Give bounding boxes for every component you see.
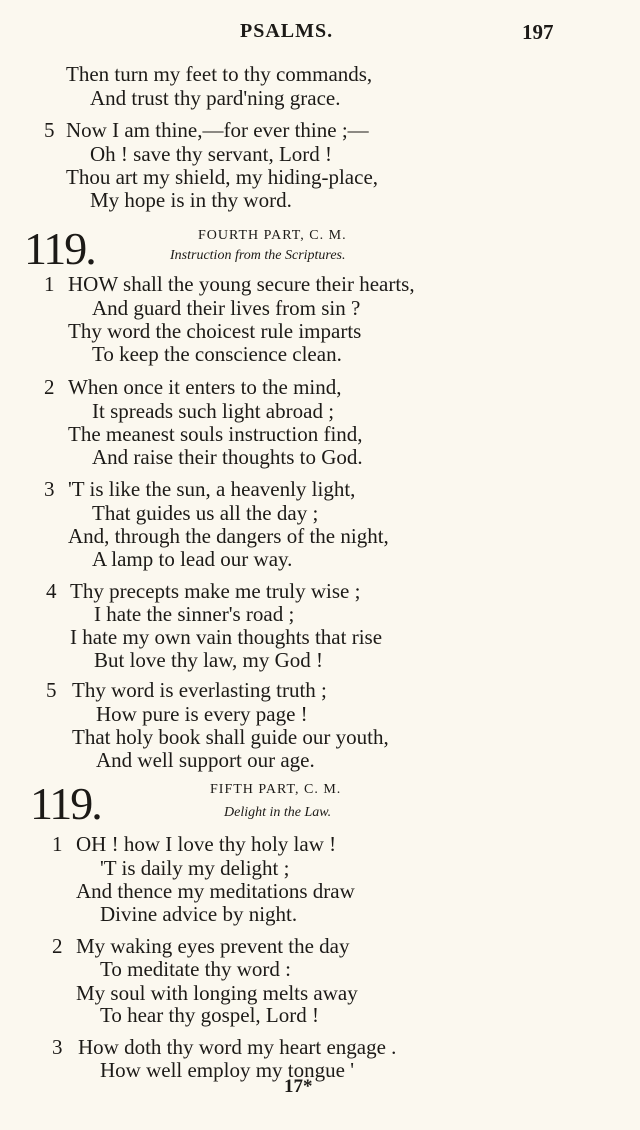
verse-line: How pure is every page ! bbox=[96, 702, 308, 726]
verse-line: And trust thy pard'ning grace. bbox=[90, 86, 341, 110]
verse-line: 'T is like the sun, a heavenly light, bbox=[68, 477, 356, 501]
verse-line: And, through the dangers of the night, bbox=[68, 524, 389, 548]
verse-line: And well support our age. bbox=[96, 748, 315, 772]
verse-line: I hate my own vain thoughts that rise bbox=[70, 625, 383, 649]
verse-line: And guard their lives from sin ? bbox=[92, 296, 361, 320]
stanza-number: 5 bbox=[46, 678, 57, 702]
verse-line: Thy word is everlasting truth ; bbox=[72, 678, 327, 702]
verse-line: I hate the sinner's road ; bbox=[94, 602, 295, 626]
verse-line: To meditate thy word : bbox=[100, 957, 291, 981]
part-title: FOURTH PART, C. M. bbox=[198, 228, 347, 243]
verse-line: Thou art my shield, my hiding-place, bbox=[66, 165, 379, 189]
verse-line: Then turn my feet to thy commands, bbox=[66, 62, 373, 86]
verse-line: Divine advice by night. bbox=[100, 902, 298, 926]
stanza-number: 4 bbox=[46, 579, 57, 603]
stanza-number: 3 bbox=[44, 477, 55, 501]
stanza-number: 1 bbox=[44, 272, 55, 296]
verse-line: Now I am thine,—for ever thine ;— bbox=[66, 118, 369, 142]
hymn-number: 119. bbox=[30, 778, 101, 829]
hymn-number: 119. bbox=[24, 223, 95, 274]
stanza-number: 1 bbox=[52, 832, 63, 856]
verse-line: And raise their thoughts to God. bbox=[92, 445, 363, 469]
verse-line: HOW shall the young secure their hearts, bbox=[68, 272, 415, 296]
verse-line: To keep the conscience clean. bbox=[92, 342, 342, 366]
verse-line: Thy precepts make me truly wise ; bbox=[70, 579, 361, 603]
verse-line: Thy word the choicest rule imparts bbox=[68, 319, 362, 343]
verse-line: Oh ! save thy servant, Lord ! bbox=[90, 142, 333, 166]
verse-line: That guides us all the day ; bbox=[92, 501, 319, 525]
running-title: PSALMS. bbox=[240, 20, 334, 42]
verse-line: My soul with longing melts away bbox=[76, 981, 358, 1005]
running-head bbox=[0, 20, 640, 50]
stanza-number: 2 bbox=[44, 375, 55, 399]
verse-line: How well employ my tongue ' bbox=[100, 1058, 354, 1082]
signature-mark: 17* bbox=[284, 1076, 313, 1097]
verse-line: To hear thy gospel, Lord ! bbox=[100, 1003, 319, 1027]
hymn-subject: Instruction from the Scriptures. bbox=[170, 248, 346, 263]
part-title: FIFTH PART, C. M. bbox=[210, 782, 342, 797]
verse-line: How doth thy word my heart engage . bbox=[78, 1035, 397, 1059]
verse-line: It spreads such light abroad ; bbox=[92, 399, 335, 423]
page-number: 197 bbox=[522, 20, 554, 44]
verse-line: And thence my meditations draw bbox=[76, 879, 355, 903]
verse-line: The meanest souls instruction find, bbox=[68, 422, 363, 446]
verse-line: OH ! how I love thy holy law ! bbox=[76, 832, 337, 856]
verse-line: My hope is in thy word. bbox=[90, 188, 292, 212]
verse-line: That holy book shall guide our youth, bbox=[72, 725, 389, 749]
stanza-number: 5 bbox=[44, 118, 55, 142]
verse-line: When once it enters to the mind, bbox=[68, 375, 342, 399]
verse-line: 'T is daily my delight ; bbox=[100, 856, 290, 880]
stanza-number: 2 bbox=[52, 934, 63, 958]
hymn-subject: Delight in the Law. bbox=[224, 805, 332, 820]
stanza-number: 3 bbox=[52, 1035, 63, 1059]
verse-line: But love thy law, my God ! bbox=[94, 648, 324, 672]
verse-line: My waking eyes prevent the day bbox=[76, 934, 350, 958]
verse-line: A lamp to lead our way. bbox=[92, 547, 293, 571]
